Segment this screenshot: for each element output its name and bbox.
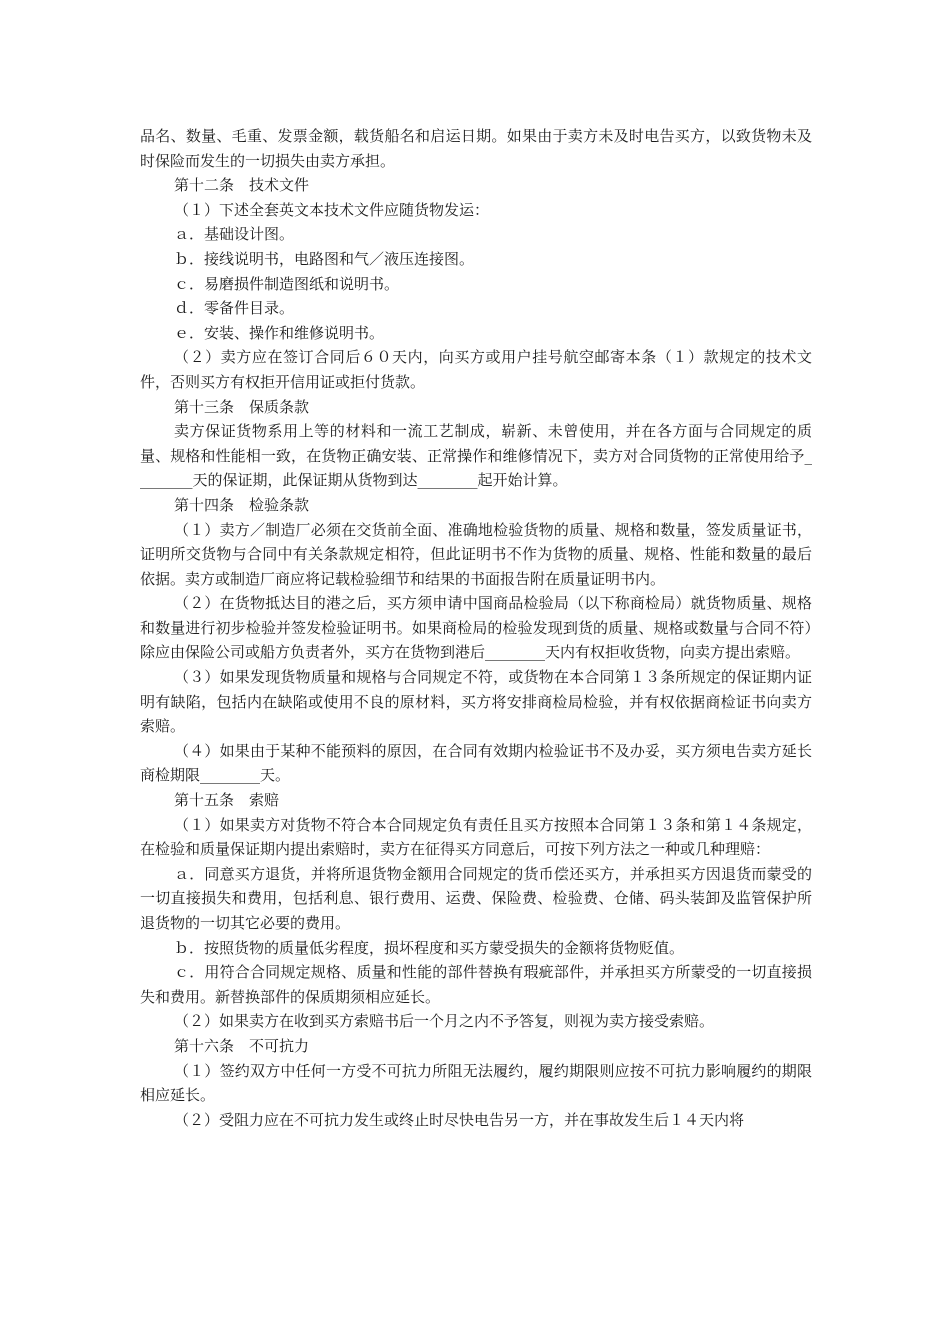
article-12-item-c: ｃ．易磨损件制造图纸和说明书。 [174, 274, 400, 293]
article-13-heading: 第十三条 保质条款 [174, 397, 310, 416]
article-16-clause-1: （１）签约双方中任何一方受不可抗力所阻无法履约，履约期限则应按不可抗力影响履约的期限相应延长。 [140, 1061, 812, 1105]
article-14-clause-4: （４）如果由于某种不能预料的原因，在合同有效期内检验证书不及办妥，买方须电告卖方延长商检期限________天。 [140, 741, 812, 785]
article-14-clause-2: （２）在货物抵达目的港之后，买方须申请中国商品检验局（以下称商检局）就货物质量、规格和数量进行初步检验并签发检验证明书。如果商检局的检验发现到货的质量、规格或数量与合同不符）除应由保险公司或船方负责者外，买方在货物到港后________天内有权拒收货物，向卖方提出索赔。 [140, 594, 812, 662]
article-12-item-d: ｄ．零备件目录。 [174, 299, 295, 318]
article-13-body: 卖方保证货物系用上等的材料和一流工艺制成，崭新、未曾使用，并在各方面与合同规定的质量、规格和性能相一致，在货物正确安装、正常操作和维修情况下，卖方对合同货物的正常使用给予________天的保证期，此保证期从货物到达________起开始计算。 [140, 422, 812, 490]
article-15-item-b: ｂ．按照货物的质量低劣程度，损坏程度和买方蒙受损失的金额将货物贬值。 [174, 938, 685, 957]
paragraph-continuation: 品名、数量、毛重、发票金额，载货船名和启运日期。如果由于卖方未及时电告买方，以致货物未及时保险而发生的一切损失由卖方承担。 [140, 127, 812, 170]
document-page [140, 124, 812, 1132]
article-14-clause-1: （１）卖方／制造厂必须在交货前全面、准确地检验货物的质量、规格和数量，签发质量证书，证明所交货物与合同中有关条款规定相符，但此证明书不作为货物的质量、规格、性能和数量的最后依据。卖方或制造厂商应将记载检验细节和结果的书面报告附在质量证明书内。 [140, 520, 812, 588]
article-15-heading: 第十五条 索赔 [174, 791, 280, 810]
article-12-heading: 第十二条 技术文件 [174, 176, 310, 195]
article-12-item-e: ｅ．安装、操作和维修说明书。 [174, 323, 385, 342]
article-15-clause-1: （１）如果卖方对货物不符合本合同规定负有责任且买方按照本合同第１３条和第１４条规定，在检验和质量保证期内提出索赔时，卖方在征得买方同意后，可按下列方法之一种或几种理赔： [140, 815, 812, 859]
article-15-item-c: ｃ．用符合合同规定规格、质量和性能的部件替换有瑕疵部件，并承担买方所蒙受的一切直接损失和费用。新替换部件的保质期须相应延长。 [140, 963, 812, 1006]
article-12-item-a: ａ．基础设计图。 [174, 225, 295, 244]
article-15-clause-2: （２）如果卖方在收到买方索赔书后一个月之内不予答复，则视为卖方接受索赔。 [174, 1012, 715, 1031]
article-12-clause-2: （２）卖方应在签订合同后６０天内，向买方或用户挂号航空邮寄本条（１）款规定的技术文件，否则买方有权拒开信用证或拒付货款。 [140, 348, 812, 391]
article-16-clause-2: （２）受阻力应在不可抗力发生或终止时尽快电告另一方，并在事故发生后１４天内将 [174, 1110, 745, 1129]
article-15-item-a: ａ．同意买方退货，并将所退货物金额用合同规定的货币偿还买方，并承担买方因退货而蒙受的一切直接损失和费用，包括利息、银行费用、运费、保险费、检验费、仓储、码头装卸及监管保护所退货物的一切其它必要的费用。 [140, 864, 812, 932]
article-16-heading: 第十六条 不可抗力 [174, 1036, 310, 1055]
article-12-item-b: ｂ．接线说明书，电路图和气／液压连接图。 [174, 249, 475, 268]
article-12-clause-1: （１）下述全套英文本技术文件应随货物发运： [174, 200, 490, 219]
article-14-heading: 第十四条 检验条款 [174, 495, 310, 514]
article-14-clause-3: （３）如果发现货物质量和规格与合同规定不符，或货物在本合同第１３条所规定的保证期内证明有缺陷，包括内在缺陷或使用不良的原材料，买方将安排商检局检验，并有权依据商检证书向卖方索赔。 [140, 668, 812, 736]
